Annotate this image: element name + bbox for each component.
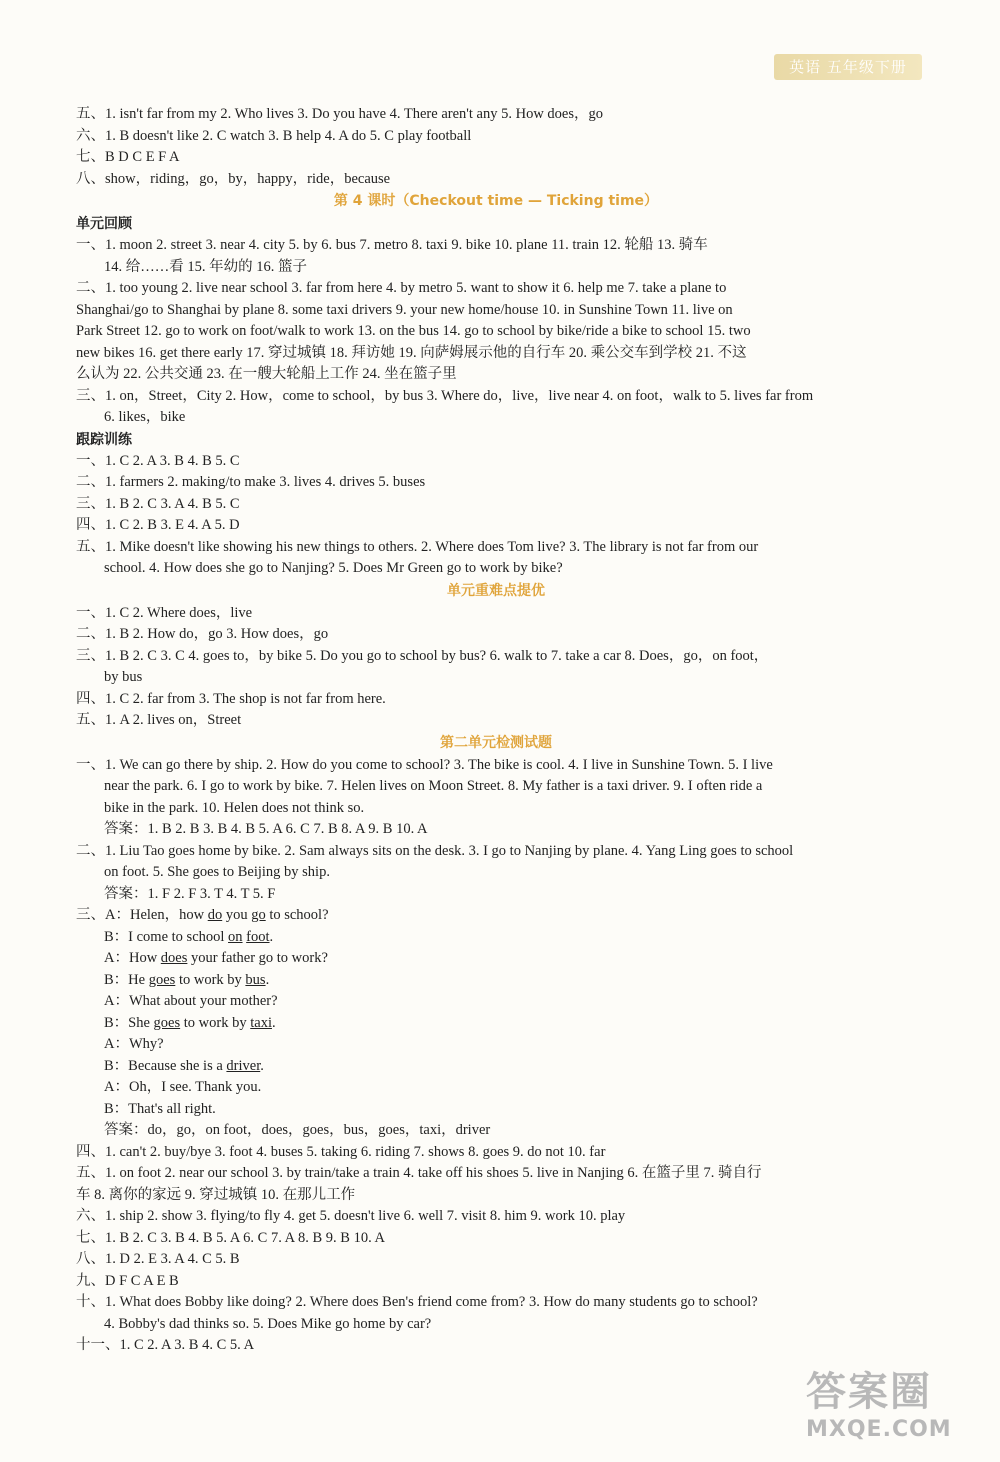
answer-line: 十一、1. C 2. A 3. B 4. C 5. A [76,1337,255,1353]
answer-line: 五、1. Mike doesn't like showing his new things to others. 2. Where does Tom live? 3. The library is not far from our [76,538,759,555]
answer-line: Shanghai/go to Shanghai by plane 8. some taxi drivers 9. your new home/house 10. in Sunshine Town 11. live on [76,301,733,318]
answer-line: 14. 给……看 15. 年幼的 16. 篮子 [104,258,307,275]
answer-content [76,104,916,1357]
answer-line: 三、1. on，Street，City 2. How，come to school，by bus 3. Where do，live，live near 4. on foot，walk to 5. lives far from [76,387,814,404]
dialogue-line: B：That's all right. [104,1100,216,1117]
answer-line: new bikes 16. get there early 17. 穿过城镇 18. 拜访她 19. 向萨姆展示他的自行车 20. 乘公交车到学校 21. 不这 [76,344,747,361]
dialogue-line: A：Why? [104,1036,164,1052]
subtitle-review: 单元回顾 [76,216,132,232]
answer-line: 一、1. moon 2. street 3. near 4. city 5. by 6. bus 7. metro 8. taxi 9. bike 10. plane 11. train 12. 轮船 13. 骑车 [76,237,708,253]
answer-line: 七、B D C E F A [76,149,180,165]
answer-line: 四、1. C 2. B 3. E 4. A 5. D [76,517,240,533]
answer-line: school. 4. How does she go to Nanjing? 5. Does Mr Green go to work by bike? [104,560,563,576]
answer-line: 九、D F C A E B [76,1272,179,1289]
dialogue-line: A：How does your father go to work? [104,950,328,966]
dialogue-line: B：He goes to work by bus. [104,971,270,988]
answer-line: 二、1. too young 2. live near school 3. far from here 4. by metro 5. want to show it 6. help me 7. take a plane to [76,280,727,296]
section-title-lesson4: 第 4 课时（Checkout time — Ticking time） [333,193,659,209]
dialogue-line: 三、A：Helen，how do you go to school? [76,907,329,923]
answer-line: 五、1. on foot 2. near our school 3. by train/take a train 4. take off his shoes 5. live in Nanjing 6. 在篮子里 7. 骑自行 [76,1165,762,1181]
answer-line: 四、1. can't 2. buy/bye 3. foot 4. buses 5. taking 6. riding 7. shows 8. goes 9. do not 10. far [76,1143,606,1160]
tracking-answers [76,451,916,580]
answer-line: 4. Bobby's dad thinks so. 5. Does Mike go home by car? [104,1315,432,1332]
dialogue-line: B：I come to school on foot. [104,928,274,945]
answer-line: 五、1. isn't far from my 2. Who lives 3. Do you have 4. There aren't any 5. How does，go [76,106,603,122]
answer-line: 二、1. Liu Tao goes home by bike. 2. Sam always sits on the desk. 3. I go to Nanjing by plane. 4. Yang Ling goes to school [76,842,794,859]
answer-line: 6. likes，bike [104,409,186,425]
answer-line: 一、1. C 2. Where does，live [76,604,253,621]
book-header-tab: 英语 五年级下册 [774,54,922,80]
answer-line: bike in the park. 10. Helen does not think so. [104,799,365,816]
answer-line: 答案：1. F 2. F 3. T 4. T 5. F [104,885,276,902]
section-title-key-points: 单元重难点提优 [447,582,545,599]
answer-line: 车 8. 离你的家远 9. 穿过城镇 10. 在那儿工作 [76,1186,356,1203]
dialogue-block [76,905,916,1142]
subtitle-tracking: 跟踪训练 [76,431,132,448]
answer-line: 五、1. A 2. lives on，Street [76,712,242,728]
answer-line: 六、1. ship 2. show 3. flying/to fly 4. get 5. doesn't live 6. well 7. visit 8. him 9. work 10. play [76,1208,626,1224]
unit-test-part1 [76,755,916,906]
answer-line: near the park. 6. I go to work by bike. 7. Helen lives on Moon Street. 8. My father is a taxi driver. 9. I often ride a [104,778,763,794]
answer-line: 一、1. We can go there by ship. 2. How do you come to school? 3. The bike is cool. 4. I live in Sunshine Town. 5. I live [76,756,773,773]
answer-line: 六、1. B doesn't like 2. C watch 3. B help 4. A do 5. C play football [76,127,472,144]
dialogue-line: B：Because she is a driver. [104,1057,264,1074]
review-answers [76,235,916,429]
answer-line: by bus [104,669,143,685]
dialogue-answer-line: 答案：do，go，on foot，does，goes，bus，goes，taxi，driver [104,1122,491,1138]
watermark-url-text: MXQE.COM [806,1417,952,1442]
answer-line: on foot. 5. She goes to Beijing by ship. [104,864,330,880]
answer-line: Park Street 12. go to work on foot/walk to work 13. on the bus 14. go to school by bike/ride a bike to school 15. two [76,323,751,339]
lesson3-answers [76,104,916,190]
watermark-logo-text: 答案圈 [806,1369,932,1415]
answer-line: 二、1. B 2. How do，go 3. How does，go [76,626,329,642]
answer-line: 四、1. C 2. far from 3. The shop is not far from here. [76,690,386,707]
answer-line: 三、1. B 2. C 3. A 4. B 5. C [76,495,240,512]
answer-line: 答案：1. B 2. B 3. B 4. B 5. A 6. C 7. B 8. A 9. B 10. A [104,821,428,837]
answer-line: 么认为 22. 公共交通 23. 在一艘大轮船上工作 24. 坐在篮子里 [76,366,457,382]
unit-test-part2 [76,1142,916,1357]
site-watermark [806,1360,986,1450]
answer-line: 八、show，riding，go，by，happy，ride，because [76,170,391,187]
section-title-unit-test: 第二单元检测试题 [440,734,552,751]
answer-line: 三、1. B 2. C 3. C 4. goes to，by bike 5. Do you go to school by bus? 6. walk to 7. take a car 8. Does，go，on foot， [76,647,769,664]
answer-line: 一、1. C 2. A 3. B 4. B 5. C [76,452,240,469]
answer-line: 二、1. farmers 2. making/to make 3. lives 4. drives 5. buses [76,474,426,490]
key-point-answers [76,603,916,732]
dialogue-line: A：What about your mother? [104,993,278,1009]
answer-line: 十、1. What does Bobby like doing? 2. Where does Ben's friend come from? 3. How do many students go to school? [76,1294,758,1310]
dialogue-line: B：She goes to work by taxi. [104,1014,276,1031]
answer-line: 七、1. B 2. C 3. B 4. B 5. A 6. C 7. A 8. B 9. B 10. A [76,1229,385,1246]
answer-line: 八、1. D 2. E 3. A 4. C 5. B [76,1251,240,1267]
dialogue-line: A：Oh，I see. Thank you. [104,1079,262,1095]
